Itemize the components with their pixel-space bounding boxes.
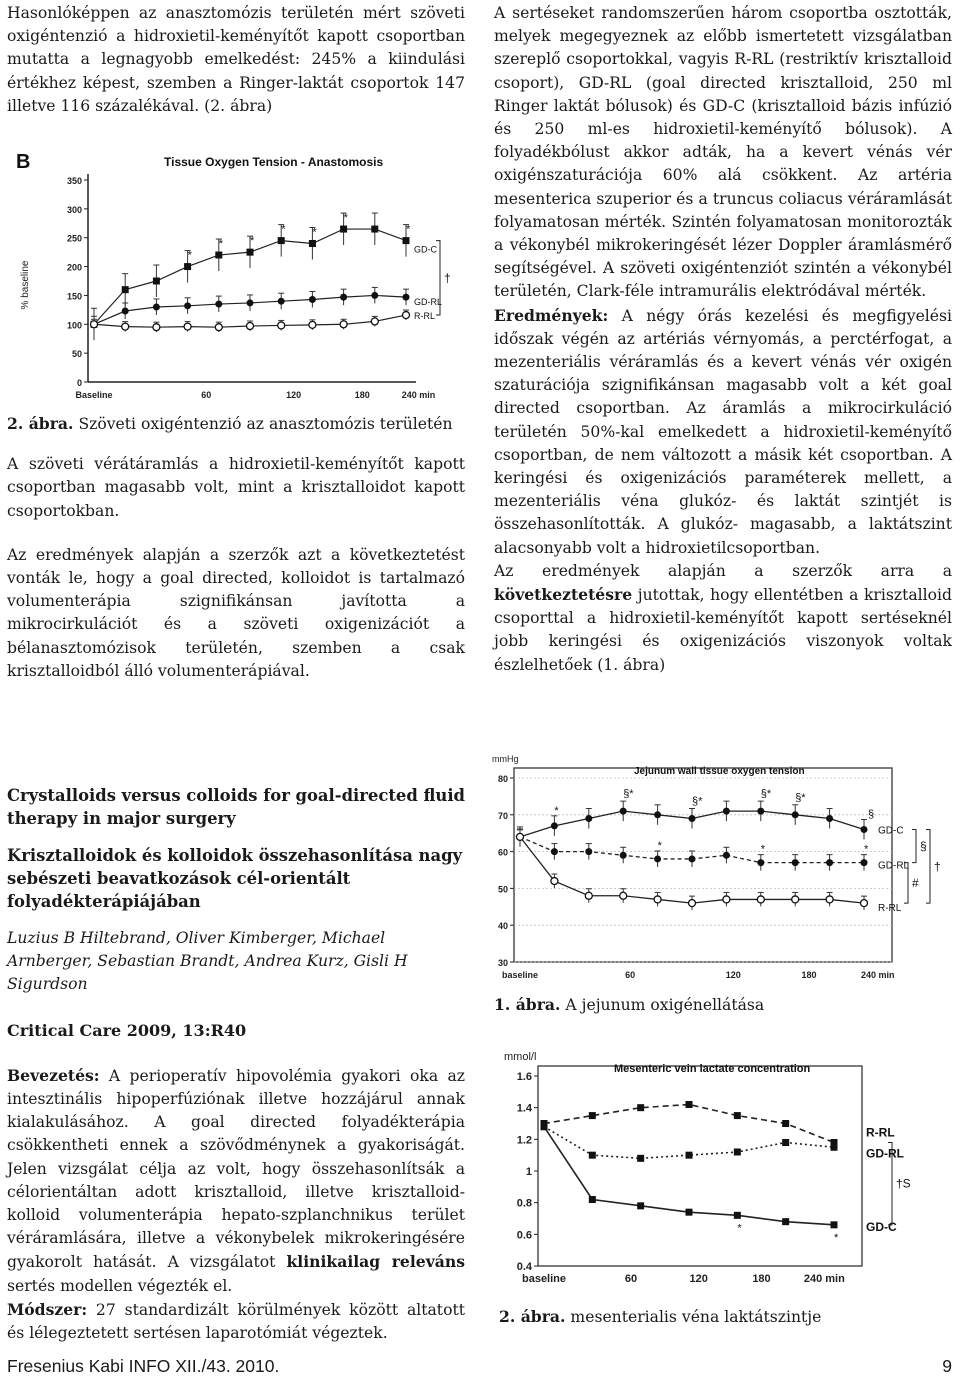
significance-mark: † bbox=[934, 859, 941, 874]
chart-title: Mesenteric vein lactate concentration bbox=[614, 1063, 811, 1075]
method-paragraph bbox=[7, 1298, 465, 1345]
significance-mark: * bbox=[343, 212, 348, 225]
x-tick-label: 120 bbox=[725, 970, 741, 980]
x-tick-label: 60 bbox=[624, 1273, 638, 1285]
data-point-R-RL bbox=[184, 323, 191, 330]
journal-citation: Critical Care 2009, 13:R40 bbox=[7, 1020, 247, 1040]
paragraph: A szöveti vérátáramlás a hidroxietil-keményítőt kapott csoportban magasabb volt, mint a krisztalloidot kapott csoportokban. bbox=[7, 455, 465, 520]
data-point-GD-RL bbox=[689, 855, 696, 862]
significance-mark: § bbox=[920, 839, 927, 854]
conclusion-text-end: jutottak, hogy ellentétben a krisztalloid csoporttal a hidroxietil-keményítőt kapott sertéseknél jobb keringési és oxigenizációs viszonyok voltak észlelhetőek (1. ábra) bbox=[494, 586, 952, 674]
y-tick-label: 0.6 bbox=[516, 1229, 532, 1242]
y-tick-label: 200 bbox=[66, 262, 82, 273]
x-tick-label: 240 min bbox=[860, 970, 895, 980]
y-axis-label: mmHg bbox=[492, 754, 519, 764]
caption-label: 2. ábra. bbox=[7, 414, 74, 433]
figure-caption bbox=[494, 994, 764, 1016]
data-point-R-RL bbox=[861, 900, 868, 907]
figure-jejunum bbox=[484, 752, 954, 984]
y-axis-label: % baseline bbox=[20, 260, 31, 310]
significance-mark: §* bbox=[623, 788, 634, 801]
y-tick-label: 40 bbox=[497, 921, 508, 932]
data-point-R-RL bbox=[551, 878, 558, 885]
data-point-R-RL bbox=[723, 896, 730, 903]
series-label-R-RL: R-RL bbox=[866, 1125, 895, 1140]
data-point-R-RL bbox=[757, 896, 764, 903]
series-line-R-RL bbox=[520, 837, 864, 903]
results-paragraph bbox=[494, 304, 952, 560]
data-point-GD-C bbox=[585, 815, 592, 822]
significance-mark: §* bbox=[795, 791, 806, 804]
data-point-R-RL bbox=[91, 321, 98, 328]
y-tick-label: 0 bbox=[76, 378, 82, 388]
results-text: A négy órás kezelési és megfigyelési időszak végén az artériás vérnyomás, a perctérfogat, a mezenteriális véráramlás és a kevert vénás vér oxigén szaturációja szignifikánsan magasabb volt a két goal directed csoportban. Az áramlás a mikrocirkuláció területén 50%-kal emelkedett a hidroxietil-keményítő csoportban, de nem változott a másik két csoportban. A keringési és oxigenizációs paraméterek mellett, a mezenteriális véna glukóz- és laktát szintjét is összehasonlították. A glukóz- magasabb, a laktátszint alacsonyabb volt a hidroxietilcsoportban. bbox=[494, 306, 952, 557]
data-point-R-RL bbox=[517, 833, 524, 840]
data-point-GD-RL bbox=[585, 848, 592, 855]
series-line-R-RL bbox=[544, 1105, 834, 1143]
y-tick-label: 1.2 bbox=[516, 1134, 532, 1147]
data-point-GD-RL bbox=[686, 1152, 693, 1159]
paragraph: Hasonlóképpen az anasztomózis területén mért szöveti oxigéntenzió a hidroxietil-keményítőt kapott csoportban mutatta a legnagyobb emelkedést: 245% a kiindulási értékhez képest, szemben a Ringer-laktát csoportok 147 illetve 116 százalékával. (2. ábra) bbox=[7, 4, 465, 115]
data-point-GD-RL bbox=[782, 1139, 789, 1146]
article-title-en: Crystalloids versus colloids for goal-directed fluid therapy in major surgery bbox=[7, 786, 466, 828]
y-tick-label: 30 bbox=[497, 958, 508, 968]
series-label-GD-C: GD-C bbox=[878, 825, 904, 837]
data-point-R-RL bbox=[686, 1101, 693, 1108]
y-tick-label: 60 bbox=[497, 847, 508, 858]
significance-mark: §* bbox=[692, 795, 703, 808]
data-point-GD-C bbox=[541, 1123, 548, 1130]
significance-mark: * bbox=[250, 235, 255, 248]
data-point-GD-C bbox=[723, 808, 730, 815]
significance-mark: * bbox=[554, 804, 559, 817]
y-tick-label: 70 bbox=[497, 810, 508, 821]
data-point-R-RL bbox=[122, 323, 129, 330]
caption-label: 1. ábra. bbox=[494, 995, 561, 1014]
left-column bbox=[7, 2, 465, 118]
data-point-GD-C bbox=[757, 808, 764, 815]
data-point-GD-RL bbox=[309, 296, 316, 303]
x-tick-label: baseline bbox=[501, 970, 539, 980]
x-tick-label: 180 bbox=[801, 970, 817, 980]
caption-text: Szöveti oxigéntenzió az anasztomózis területén bbox=[78, 415, 453, 433]
caption-text: A jejunum oxigénellátása bbox=[560, 996, 765, 1014]
data-point-GD-RL bbox=[340, 294, 347, 301]
data-point-GD-C bbox=[215, 252, 222, 259]
article-header bbox=[7, 784, 465, 1345]
data-point-GD-RL bbox=[247, 299, 254, 306]
y-tick-label: 300 bbox=[66, 204, 82, 215]
chart-lactate bbox=[484, 1046, 954, 1296]
significance-bracket bbox=[912, 830, 916, 863]
data-point-R-RL bbox=[585, 892, 592, 899]
significance-mark: * bbox=[312, 226, 317, 239]
data-point-GD-RL bbox=[861, 859, 868, 866]
data-point-R-RL bbox=[826, 896, 833, 903]
data-point-GD-C bbox=[689, 815, 696, 822]
significance-mark: * bbox=[864, 843, 869, 856]
x-tick-label: 120 bbox=[286, 390, 302, 400]
data-point-GD-C bbox=[589, 1196, 596, 1203]
page-number: 9 bbox=[942, 1356, 952, 1376]
chart-anastomosis bbox=[14, 150, 464, 400]
y-tick-label: 50 bbox=[497, 884, 508, 895]
data-point-GD-C bbox=[686, 1209, 693, 1216]
figure-caption bbox=[7, 412, 465, 436]
y-tick-label: 250 bbox=[66, 233, 82, 244]
data-point-GD-RL bbox=[734, 1149, 741, 1156]
data-point-R-RL bbox=[637, 1104, 644, 1111]
data-point-GD-C bbox=[551, 822, 558, 829]
series-label-GD-C: GD-C bbox=[414, 244, 437, 255]
results-label: Eredmények: bbox=[494, 305, 609, 325]
y-tick-label: 1.6 bbox=[516, 1071, 532, 1083]
data-point-GD-RL bbox=[826, 859, 833, 866]
panel-label: B bbox=[16, 151, 31, 173]
data-point-GD-C bbox=[340, 226, 347, 233]
conclusion-paragraph bbox=[494, 560, 952, 677]
figure-caption bbox=[499, 1306, 821, 1328]
data-point-GD-C bbox=[861, 826, 868, 833]
significance-mark: † bbox=[444, 270, 451, 285]
y-tick-label: 50 bbox=[71, 349, 82, 360]
data-point-GD-RL bbox=[551, 848, 558, 855]
x-tick-label: 240 min bbox=[803, 1273, 845, 1285]
x-tick-label: 180 bbox=[354, 390, 370, 400]
data-point-GD-C bbox=[153, 278, 160, 285]
intro-text-end: sertés modellen végezték el. bbox=[7, 1276, 233, 1295]
conclusion-bold: következtetésre bbox=[494, 585, 633, 605]
chart-jejunum bbox=[484, 752, 954, 984]
data-point-R-RL bbox=[654, 896, 661, 903]
caption-text: mesenterialis véna laktátszintje bbox=[565, 1308, 822, 1326]
data-point-GD-C bbox=[371, 226, 378, 233]
data-point-GD-RL bbox=[278, 298, 285, 305]
x-tick-label: 60 bbox=[201, 390, 212, 400]
data-point-GD-RL bbox=[723, 852, 730, 859]
conclusion-text: Az eredmények alapján a szerzők arra a bbox=[494, 561, 952, 580]
significance-mark: § bbox=[868, 808, 875, 821]
x-tick-label: 180 bbox=[752, 1273, 771, 1285]
data-point-GD-C bbox=[826, 815, 833, 822]
y-tick-label: 350 bbox=[66, 176, 82, 186]
series-label-R-RL: R-RL bbox=[414, 311, 436, 322]
data-point-R-RL bbox=[309, 321, 316, 328]
data-point-GD-C bbox=[184, 263, 191, 270]
significance-mark: §* bbox=[760, 788, 772, 801]
series-label-R-RL: R-RL bbox=[878, 903, 902, 915]
y-tick-label: 0.8 bbox=[516, 1197, 532, 1210]
y-tick-label: 0.4 bbox=[516, 1261, 532, 1273]
data-point-GD-RL bbox=[792, 859, 799, 866]
y-tick-label: 1 bbox=[525, 1166, 532, 1178]
data-point-R-RL bbox=[782, 1120, 789, 1127]
data-point-R-RL bbox=[734, 1112, 741, 1119]
x-tick-label: 120 bbox=[689, 1273, 708, 1285]
data-point-GD-C bbox=[309, 240, 316, 247]
y-tick-label: 100 bbox=[66, 320, 82, 331]
footer-publication: Fresenius Kabi INFO XII./43. 2010. bbox=[7, 1356, 280, 1376]
x-tick-label: Baseline bbox=[75, 390, 113, 400]
data-point-GD-C bbox=[403, 237, 410, 244]
chart-title: Jejunum wall tissue oxygen tension bbox=[634, 766, 805, 777]
significance-mark: * bbox=[760, 843, 766, 856]
significance-mark: * bbox=[657, 839, 662, 852]
method-label: Módszer: bbox=[7, 1299, 88, 1319]
data-point-R-RL bbox=[278, 322, 285, 329]
data-point-GD-C bbox=[654, 811, 661, 818]
data-point-R-RL bbox=[371, 318, 378, 325]
intro-text: A perioperatív hipovolémia gyakori oka az intesztinális hipoperfúziónak illetve hozzájárul annak kialakulásához. A goal directed folyadékterápia csökkentheti ennek a szövődménynek a gyakoriságát. Jelen vizsgálat célja az volt, hogy összehasonlítsák a célorientáltan adott krisztalloid, illetve krisztalloid-kolloid volumenterápia hepato-szplanchnikus terület véráramlására, illetve a vékonybelek mikrokeringésére gyakorolt hatását. A vizsgálatot bbox=[7, 1066, 465, 1272]
intro-bold: klinikailag releváns bbox=[286, 1252, 465, 1272]
data-point-R-RL bbox=[589, 1112, 596, 1119]
data-point-R-RL bbox=[215, 324, 222, 331]
data-point-GD-RL bbox=[403, 294, 410, 301]
y-tick-label: 80 bbox=[497, 774, 508, 784]
data-point-R-RL bbox=[792, 896, 799, 903]
data-point-GD-RL bbox=[371, 292, 378, 299]
paragraph: Az eredmények alapján a szerzők azt a következtetést vonták le, hogy a goal directed, kolloidot is tartalmazó volumenterápia szignifikánsan javította a mikrocirkulációt és a szöveti oxigenizációt a bélanasztomózisok területén, szemben a csak krisztalloidból álló volumenterápiával. bbox=[7, 545, 465, 680]
y-tick-label: 150 bbox=[66, 291, 82, 302]
data-point-GD-RL bbox=[757, 859, 764, 866]
series-label-GD-C: GD-C bbox=[866, 1219, 897, 1234]
intro-paragraph bbox=[7, 1064, 465, 1298]
data-point-GD-RL bbox=[654, 855, 661, 862]
data-point-R-RL bbox=[340, 321, 347, 328]
y-axis-label: mmol/l bbox=[504, 1051, 537, 1063]
caption-label: 2. ábra. bbox=[499, 1307, 566, 1326]
significance-mark: * bbox=[187, 249, 192, 262]
data-point-R-RL bbox=[689, 900, 696, 907]
significance-mark: * bbox=[281, 223, 286, 236]
significance-mark: # bbox=[912, 875, 919, 890]
data-point-GD-RL bbox=[637, 1155, 644, 1162]
data-point-R-RL bbox=[403, 312, 410, 319]
data-point-GD-RL bbox=[184, 302, 191, 309]
left-column-2 bbox=[7, 412, 465, 683]
data-point-GD-RL bbox=[620, 852, 627, 859]
x-tick-label: baseline bbox=[521, 1273, 567, 1285]
data-point-GD-C bbox=[122, 286, 129, 293]
chart-title: Tissue Oxygen Tension - Anastomosis bbox=[164, 155, 384, 169]
data-point-GD-C bbox=[734, 1212, 741, 1219]
figure-lactate bbox=[484, 1046, 954, 1296]
series-label-GD-RL: GD-RL bbox=[414, 297, 443, 308]
data-point-GD-RL bbox=[215, 301, 222, 308]
x-tick-label: 240 min bbox=[401, 390, 436, 400]
significance-mark: †S bbox=[896, 1176, 911, 1191]
figure-anastomosis bbox=[14, 150, 464, 400]
data-point-GD-C bbox=[782, 1218, 789, 1225]
x-tick-label: 60 bbox=[625, 970, 636, 980]
significance-mark: * bbox=[218, 238, 224, 251]
data-point-GD-RL bbox=[153, 303, 160, 310]
data-point-GD-C bbox=[637, 1202, 644, 1209]
data-point-GD-C bbox=[620, 808, 627, 815]
y-tick-label: 1.4 bbox=[516, 1102, 532, 1115]
method-text: 27 standardizált körülmények között altatott és lélegeztetett sertésen laparotómiát végeztek. bbox=[7, 1300, 465, 1343]
data-point-R-RL bbox=[620, 892, 627, 899]
series-label-GD-RL: GD-RL bbox=[878, 860, 910, 872]
data-point-GD-C bbox=[831, 1221, 838, 1228]
paragraph: A sertéseket randomszerűen három csoportba osztották, melyek megegyeznek az előbb ismertetett vizsgálatban szereplő csoportokkal, vagyis R-RL (restriktív krisztalloid csoport), GD-RL (goal directed krisztalloid, 250 ml Ringer laktát bólusok) és GD-C (krisztalloid bázis infúzió és 250 ml-es hidroxietil-keményítő bólusok). A folyadékbólust akkor adták, ha a kevert vénás vér oxigénszaturációja 60% alá csökkent. Az artéria mesenterica szuperior és a truncus coliacus véráramlását folyamatosan mérték. Szintén folyamatosan monitorozták a vékonybél mikrokeringését lézer Doppler áramlásmérő segítségével. A szöveti oxigéntenziót szintén a vékonybél területén, Clark-féle intramurális elektródával mérték. bbox=[494, 4, 952, 301]
plot-frame bbox=[538, 1066, 862, 1266]
data-point-GD-RL bbox=[589, 1152, 596, 1159]
significance-mark: * bbox=[406, 223, 411, 236]
data-point-GD-RL bbox=[831, 1144, 838, 1151]
plot-frame bbox=[514, 768, 892, 962]
intro-label: Bevezetés: bbox=[7, 1065, 100, 1085]
article-title-hu: Krisztalloidok és kolloidok összehasonlítása nagy sebészeti beavatkozások cél-orientált folyadékterápiájában bbox=[7, 846, 463, 911]
data-point-GD-C bbox=[792, 811, 799, 818]
data-point-R-RL bbox=[153, 324, 160, 331]
data-point-GD-C bbox=[278, 237, 285, 244]
data-point-GD-C bbox=[247, 249, 254, 256]
data-point-GD-RL bbox=[122, 308, 129, 315]
significance-mark: * bbox=[834, 1231, 839, 1244]
significance-mark: * bbox=[737, 1222, 742, 1235]
data-point-R-RL bbox=[247, 323, 254, 330]
series-label-GD-RL: GD-RL bbox=[866, 1146, 904, 1161]
right-column bbox=[494, 2, 952, 677]
authors: Luzius B Hiltebrand, Oliver Kimberger, Michael Arnberger, Sebastian Brandt, Andrea Kurz, Gisli H Sigurdson bbox=[7, 929, 408, 994]
